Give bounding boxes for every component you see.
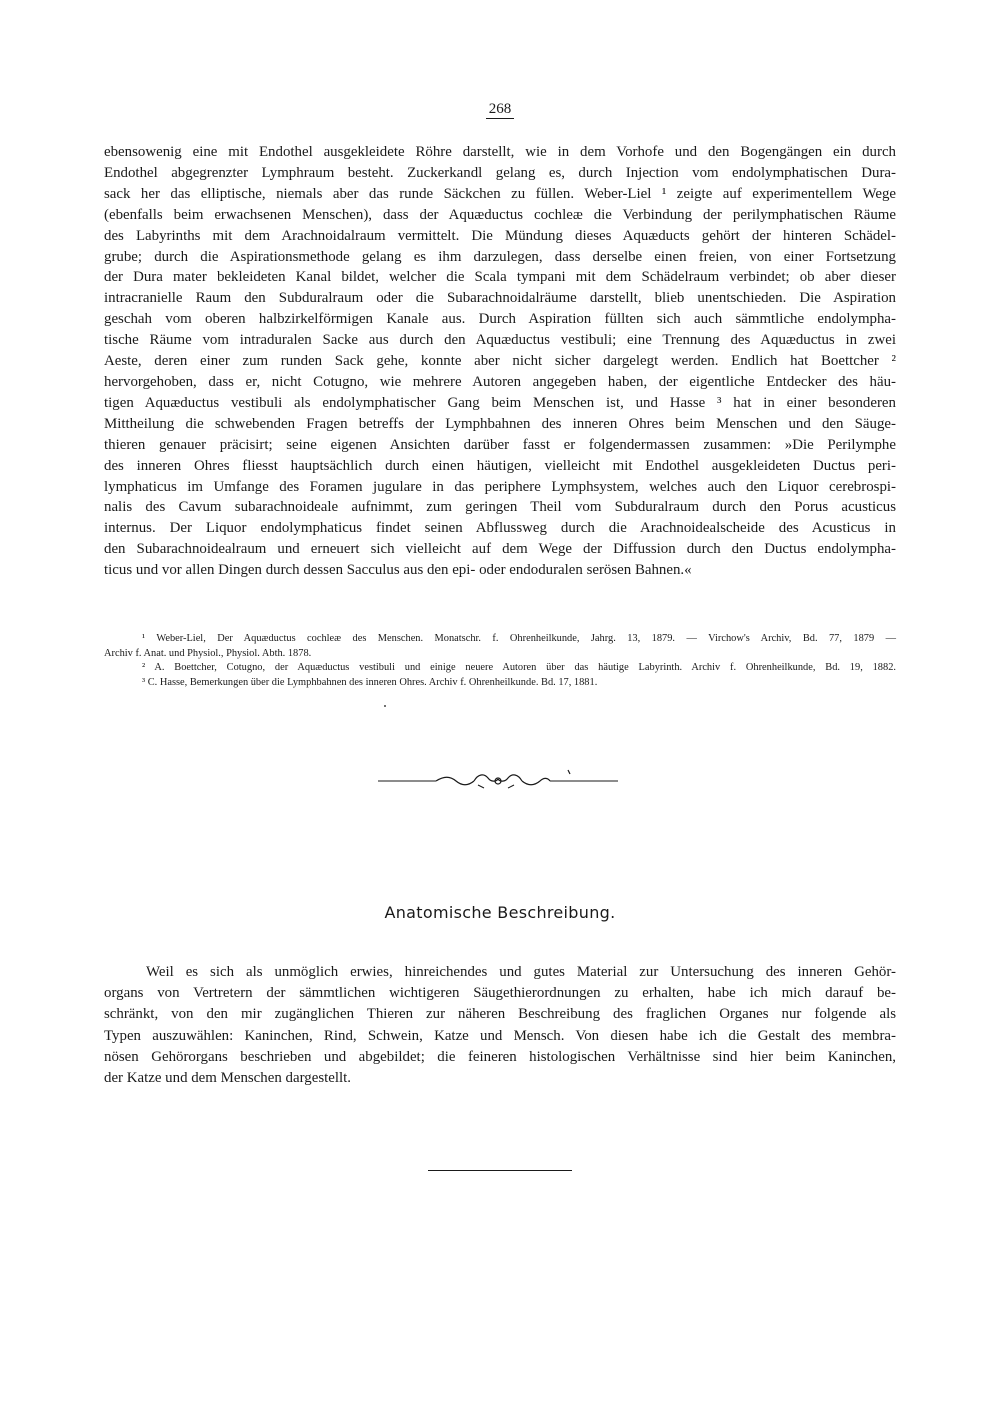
page-number: 268 bbox=[0, 101, 1000, 118]
text-line: intracranielle Raum den Subduralraum oder die Subarachnoidalräume darstellt, blieb unentschieden. Die Aspiration bbox=[104, 290, 896, 307]
text-line: Aeste, deren einer zum runden Sack gehe, konnte aber nicht sicher dargelegt werden. Endlich hat Boettcher ² bbox=[104, 353, 896, 370]
text-line: des inneren Ohres fliesst hauptsächlich durch einen häutigen, vielleicht mit Endothel ausgekleideten Ductus peri- bbox=[104, 457, 896, 474]
text-line: geschah vom oberen halbzirkelförmigen Kanale aus. Durch Aspiration füllten sich auch sämmtliche endolympha- bbox=[104, 311, 896, 328]
text-line: Weil es sich als unmöglich erwies, hinreichendes und gutes Material zur Untersuchung des inneren Gehör- bbox=[146, 964, 896, 980]
text-line: Endothel abgegrenzter Lymphraum besteht. Zuckerkandl gelang es, durch Injection vom endolymphatischen Dura- bbox=[104, 164, 896, 181]
stray-mark bbox=[384, 705, 386, 707]
text-line: internus. Der Liquor endolymphaticus findet seinen Abflussweg durch die Arachnoidealscheide des Acusticus in bbox=[104, 520, 896, 537]
footnote-1: ¹ Weber-Liel, Der Aquæductus cochleæ des Menschen. Monatschr. f. Ohrenheilkunde, Jahrg. 13, 1879. — Virchow's Archiv, Bd. 77, 1879 — bbox=[142, 633, 896, 644]
text-line: grube; durch die Aspirationsmethode gelang es ihm darzulegen, dass derselbe einen freien, von einer Fortsetzung bbox=[104, 248, 896, 265]
text-line: lymphaticus im Umfange des Foramen jugulare in das periphere Lymphsystem, welches auch den Liquor cerebrospi- bbox=[104, 478, 896, 495]
footnotes bbox=[104, 632, 896, 690]
text-line: schränkt, von den mir zugänglichen Thieren zur näheren Beschreibung des fraglichen Organes nur folgende als bbox=[104, 1006, 896, 1023]
text-line: organs von Vertretern der sämmtlichen wichtigeren Säugethierordnungen zu erhalten, habe ich mich darauf be- bbox=[104, 985, 896, 1002]
text-line: Mittheilung die schwebenden Fragen betreffs der Lymphbahnen des inneren Ohres beim Menschen und den Säuge- bbox=[104, 415, 896, 432]
footnote-3: ³ C. Hasse, Bemerkungen über die Lymphbahnen des inneren Ohres. Archiv f. Ohrenheilkunde. Bd. 17, 1881. bbox=[142, 676, 598, 688]
text-line: der Dura mater bekleideten Kanal bildet, welcher die Scala tympani mit dem Schädelraum verbindet; ob aber dieser bbox=[104, 269, 896, 286]
text-line: (ebenfalls beim erwachsenen Menschen), dass der Aquæductus cochleæ die Verbindung der perilymphatischen Räume bbox=[104, 206, 896, 223]
section-title: Anatomische Beschreibung. bbox=[384, 903, 616, 922]
text-line: ebensowenig eine mit Endothel ausgekleidete Röhre darstellt, wie in dem Vorhofe und den Bogengängen ein durch bbox=[104, 144, 896, 160]
text-line: den Subarachnoidealraum und erneuert sich vielleicht auf dem Wege der Diffussion durch den Ductus endolympha- bbox=[104, 541, 896, 558]
text-line: des Labyrinths mit dem Arachnoidalraum vermittelt. Die Mündung dieses Aquæducts gehört der hinteren Schädel- bbox=[104, 227, 896, 244]
text-line: nalis des Cavum subarachnoideale aufnimmt, zum geringen Theil vom Subduralraum durch den Porus acusticus bbox=[104, 499, 896, 516]
text-line: ticus und vor allen Dingen durch dessen Sacculus aus den epi- oder endoduralen serösen Bahnen.« bbox=[104, 562, 692, 579]
text-line: der Katze und dem Menschen dargestellt. bbox=[104, 1070, 351, 1087]
text-line: thieren genauer präcisirt; seine eigenen Ansichten darüber fasst er folgendermassen zusammen: »Die Perilymphe bbox=[104, 436, 896, 453]
text-line: tigen Aquæductus vestibuli als endolymphatischer Gang beim Menschen ist, und Hasse ³ hat in einer besonderen bbox=[104, 394, 896, 411]
text-line: sack her das elliptische, niemals aber das runde Säckchen zu füllen. Weber-Liel ¹ zeigte auf experimentellem Wege bbox=[104, 185, 896, 202]
text-line: nösen Gehörorgans beschrieben und abgebildet; die feineren histologischen Verhältnisse sind hier beim Kaninchen, bbox=[104, 1048, 896, 1065]
section-text bbox=[104, 962, 896, 1089]
text-line: tische Räume vom intraduralen Sacke aus durch den Aquæductus vestibuli; eine Trennung des Aquæductus in zwei bbox=[104, 332, 896, 349]
end-rule bbox=[428, 1170, 572, 1171]
main-text bbox=[104, 142, 896, 581]
footnote-1-continued: Archiv f. Anat. und Physiol., Physiol. Abth. 1878. bbox=[104, 647, 312, 659]
text-line: Typen auszuwählen: Kaninchen, Rind, Schwein, Katze und Mensch. Von diesen habe ich die Gestalt des membra- bbox=[104, 1027, 896, 1044]
text-line: hervorgehoben, dass er, nicht Cotugno, wie mehrere Autoren angegeben haben, der eigentliche Entdecker des häu- bbox=[104, 373, 896, 390]
footnote-2: ² A. Boettcher, Cotugno, der Aquæductus vestibuli und einige neuere Autoren über das häutige Labyrinth. Archiv f. Ohrenheilkunde, Bd. 19, 1882. bbox=[142, 662, 896, 674]
ornament-divider-icon bbox=[378, 768, 618, 792]
